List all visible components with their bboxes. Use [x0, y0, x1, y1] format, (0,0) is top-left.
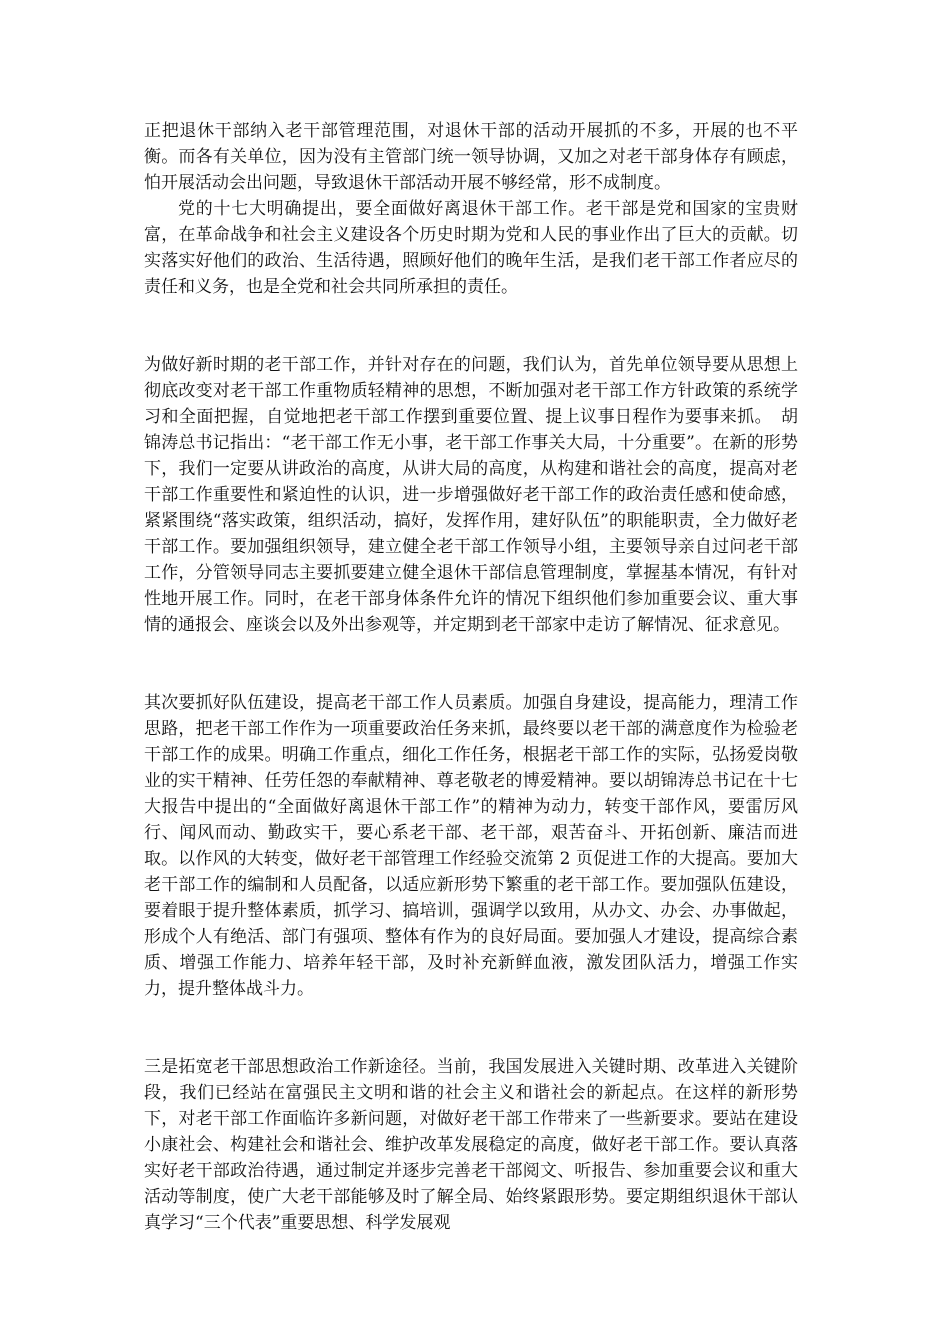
paragraph-spacer [144, 300, 798, 352]
paragraph-2: 党的十七大明确提出，要全面做好离退休干部工作。老干部是党和国家的宝贵财富，在革命战争和社会主义建设各个历史时期为党和人民的事业作出了巨大的贡献。切实落实好他们的政治、生活待遇，照顾好他们的晚年生活，是我们老干部工作者应尽的责任和义务，也是全党和社会共同所承担的责任。 [144, 199, 798, 297]
document-body [144, 118, 798, 1236]
paragraph-spacer [144, 1002, 798, 1054]
paragraph-spacer [144, 638, 798, 690]
paragraph-1: 正把退休干部纳入老干部管理范围，对退休干部的活动开展抓的不多，开展的也不平衡。而各有关单位，因为没有主管部门统一领导协调，又加之对老干部身体存有顾虑，怕开展活动会出问题，导致退休干部活动开展不够经常，形不成制度。 [144, 121, 798, 193]
paragraph-4: 其次要抓好队伍建设，提高老干部工作人员素质。加强自身建设，提高能力，理清工作思路，把老干部工作作为一项重要政治任务来抓，最终要以老干部的满意度作为检验老干部工作的成果。明确工作重点，细化工作任务，根据老干部工作的实际，弘扬爱岗敬业的实干精神、任劳任怨的奉献精神、尊老敬老的博爱精神。要以胡锦涛总书记在十七大报告中提出的“全面做好离退休干部工作”的精神为动力，转变干部作风，要雷厉风行、闻风而动、勤政实干，要心系老干部、老干部，艰苦奋斗、开拓创新、廉洁而进取。以作风的大转变，做好老干部管理工作经验交流第 2 页促进工作的大提高。要加大老干部工作的编制和人员配备，以适应新形势下繁重的老干部工作。要加强队伍建设，要着眼于提升整体素质，抓学习、搞培训，强调学以致用，从办文、办会、办事做起，形成个人有绝活、部门有强项、整体有作为的良好局面。要加强人才建设，提高综合素质、增强工作能力、培养年轻干部，及时补充新鲜血液，激发团队活力，增强工作实力，提升整体战斗力。 [144, 693, 798, 999]
paragraph-3: 为做好新时期的老干部工作，并针对存在的问题，我们认为，首先单位领导要从思想上彻底改变对老干部工作重物质轻精神的思想，不断加强对老干部工作方针政策的系统学习和全面把握，自觉地把老干部工作摆到重要位置、提上议事日程作为要事来抓。 胡锦涛总书记指出：“老干部工作无小事，老干部工作事关大局，十分重要”。在新的形势下，我们一定要从讲政治的高度，从讲大局的高度，从构建和谐社会的高度，提高对老干部工作重要性和紧迫性的认识，进一步增强做好老干部工作的政治责任感和使命感，紧紧围绕“落实政策，组织活动，搞好，发挥作用，建好队伍”的职能职责，全力做好老干部工作。要加强组织领导，建立健全老干部工作领导小组，主要领导亲自过问老干部工作，分管领导同志主要抓要建立健全退休干部信息管理制度，掌握基本情况，有针对性地开展工作。同时，在老干部身体条件允许的情况下组织他们参加重要会议、重大事情的通报会、座谈会以及外出参观等，并定期到老干部家中走访了解情况、征求意见。 [144, 355, 798, 635]
paragraph-5: 三是拓宽老干部思想政治工作新途径。当前，我国发展进入关键时期、改革进入关键阶段，我们已经站在富强民主文明和谐的社会主义和谐社会的新起点。在这样的新形势下，对老干部工作面临许多新问题，对做好老干部工作带来了一些新要求。要站在建设小康社会、构建社会和谐社会、维护改革发展稳定的高度，做好老干部工作。要认真落实好老干部政治待遇，通过制定并逐步完善老干部阅文、听报告、参加重要会议和重大活动等制度，使广大老干部能够及时了解全局、始终紧跟形势。要定期组织退休干部认真学习“三个代表”重要思想、科学发展观 [144, 1057, 798, 1233]
